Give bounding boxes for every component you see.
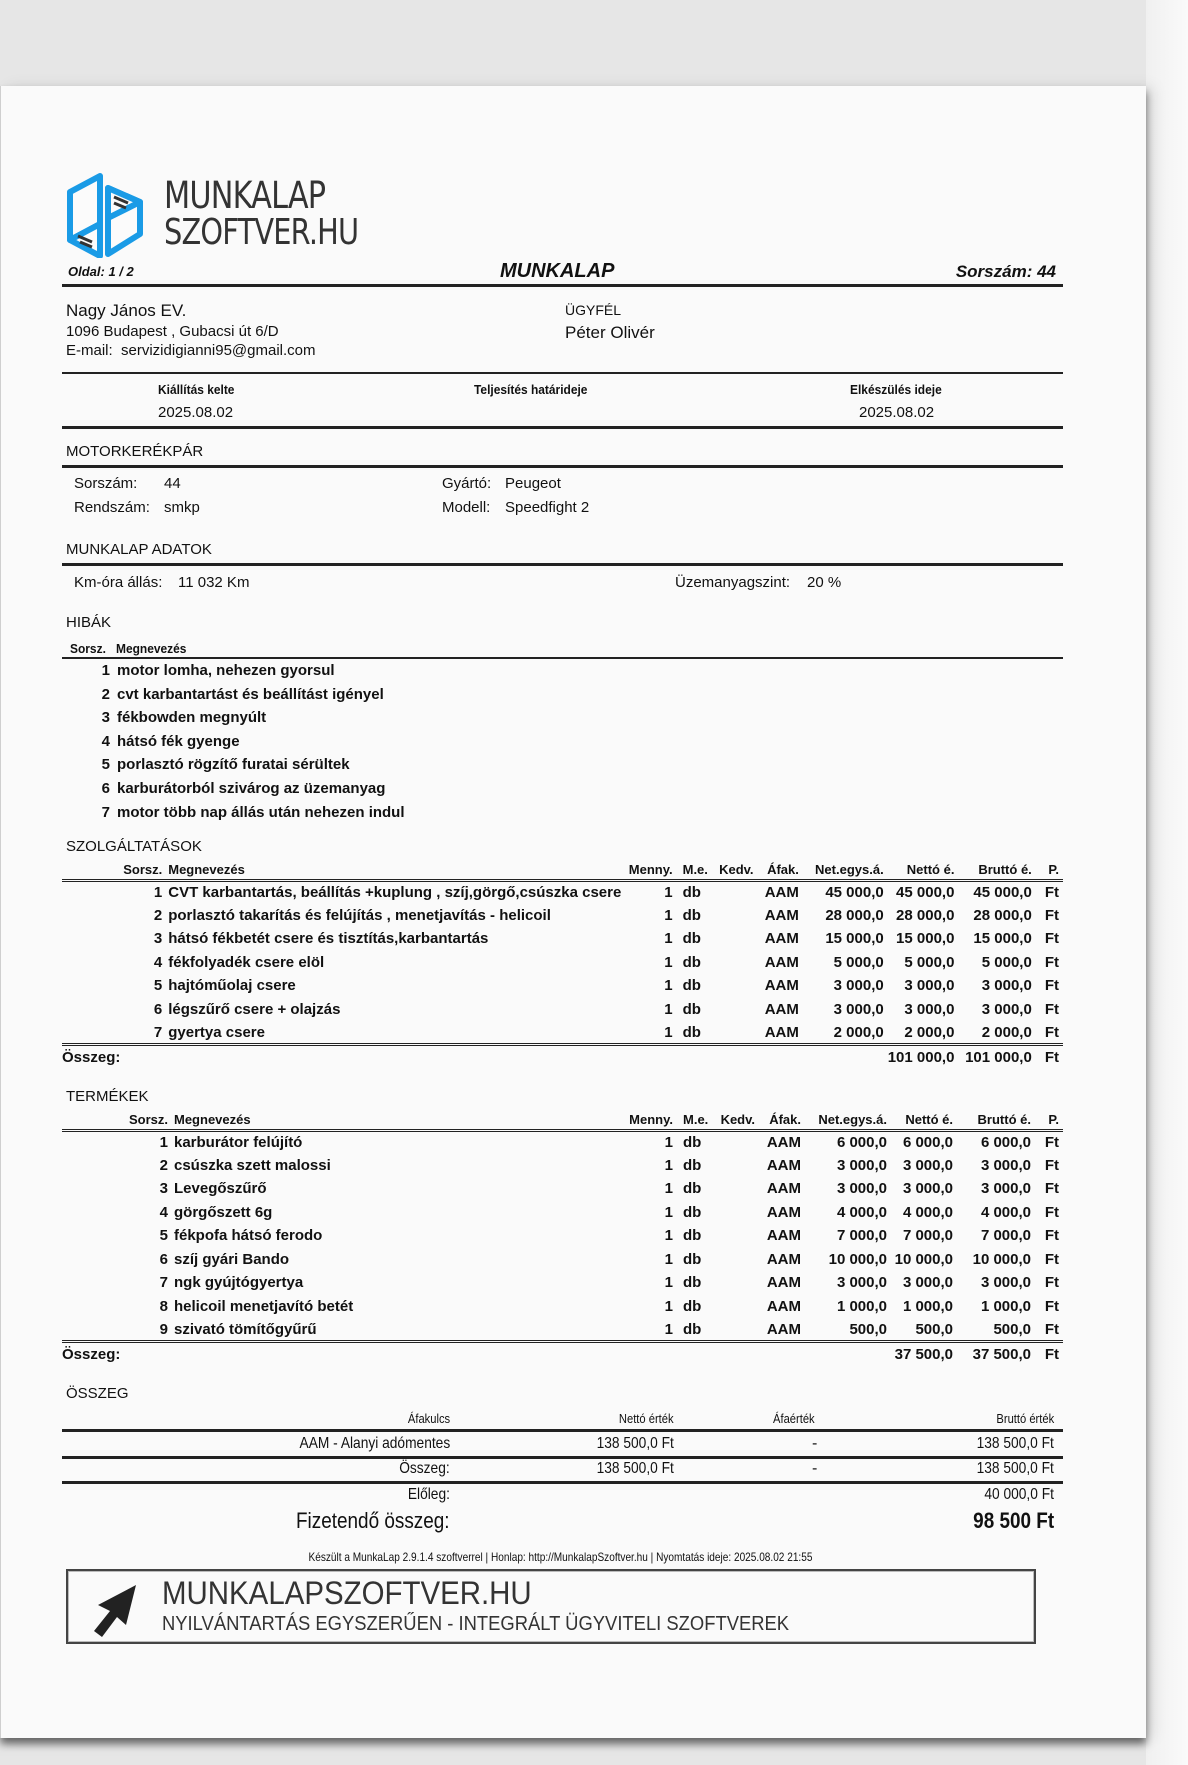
cell-qty: 1 bbox=[664, 1180, 673, 1198]
vehicle-section-title: MOTORKERÉKPÁR bbox=[66, 443, 204, 460]
cell-vat: AAM bbox=[766, 1250, 801, 1268]
table-row bbox=[62, 1318, 1063, 1342]
logo-text-line2: SZOFTVER.HU bbox=[164, 212, 359, 253]
cell-name: ngk gyújtógyertya bbox=[174, 1274, 304, 1292]
cell-no: 6 bbox=[159, 1250, 168, 1268]
issuer-email-label: E-mail: bbox=[66, 342, 113, 359]
column-header-unit-net: Net.egys.á. bbox=[815, 861, 884, 877]
cell-no: 9 bbox=[159, 1320, 168, 1338]
cell-vat: AAM bbox=[766, 1274, 801, 1292]
table-row bbox=[62, 1224, 1063, 1248]
cell-unit: db bbox=[683, 1250, 702, 1268]
table-total-row bbox=[62, 1342, 1063, 1366]
document-title: MUNKALAP bbox=[500, 260, 615, 282]
fault-number: 5 bbox=[101, 756, 110, 774]
cell-discount bbox=[716, 974, 758, 998]
cell-no: 4 bbox=[153, 953, 163, 971]
cell-qty: 1 bbox=[664, 1250, 673, 1268]
divider bbox=[62, 657, 1063, 659]
cell-currency: Ft bbox=[1044, 953, 1059, 971]
cell-discount bbox=[716, 880, 758, 904]
header-divider bbox=[62, 284, 1063, 287]
cell-no: 6 bbox=[153, 1000, 163, 1018]
cell-unit-net: 5 000,0 bbox=[833, 953, 884, 971]
cell-name: karburátor felújító bbox=[174, 1134, 303, 1151]
cell-net: 1 000,0 bbox=[902, 1297, 953, 1315]
fuel-level-value: 20 % bbox=[807, 574, 842, 591]
cell-currency: Ft bbox=[1044, 1000, 1059, 1018]
products-section-title: TERMÉKEK bbox=[66, 1088, 149, 1105]
cell-no: 5 bbox=[153, 977, 163, 995]
cell-qty: 1 bbox=[664, 1203, 673, 1221]
table-row bbox=[62, 951, 1063, 975]
footer-banner bbox=[66, 1569, 1036, 1644]
total-gross: 101 000,0 bbox=[965, 1048, 1032, 1066]
column-header-qty: Menny. bbox=[628, 861, 673, 877]
cell-currency: Ft bbox=[1044, 1274, 1059, 1292]
column-header-gross: Bruttó é. bbox=[977, 1111, 1031, 1127]
cell-currency: Ft bbox=[1044, 906, 1059, 924]
cell-discount bbox=[717, 1177, 759, 1201]
cell-gross: 3 000,0 bbox=[980, 1156, 1031, 1174]
cell-unit: db bbox=[682, 1000, 701, 1018]
cell-unit-net: 6 000,0 bbox=[836, 1134, 887, 1151]
cell-currency: Ft bbox=[1044, 884, 1059, 901]
cell-name: porlasztó takarítás és felújítás , menetjavítás - helicoil bbox=[168, 906, 551, 924]
summary-sum-label: Összeg: bbox=[399, 1460, 450, 1477]
completion-date-label: Elkészülés ideje bbox=[850, 382, 942, 397]
total-currency: Ft bbox=[1044, 1048, 1059, 1066]
fault-number: 7 bbox=[101, 803, 110, 821]
cell-vat: AAM bbox=[766, 1320, 801, 1338]
column-header-currency: P. bbox=[1048, 861, 1059, 877]
column-header-vat: Áfak. bbox=[767, 861, 799, 877]
issuer-address: 1096 Budapest , Gubacsi út 6/D bbox=[66, 323, 279, 340]
cell-vat: AAM bbox=[764, 1000, 799, 1018]
column-header-no: Sorsz. bbox=[128, 1111, 168, 1127]
summary-sum-gross: 138 500,0 Ft bbox=[976, 1460, 1054, 1477]
column-header-discount: Kedv. bbox=[719, 861, 754, 877]
cell-name: gyertya csere bbox=[168, 1023, 265, 1041]
cell-vat: AAM bbox=[766, 1156, 801, 1174]
divider bbox=[62, 1429, 1063, 1432]
cell-currency: Ft bbox=[1044, 977, 1059, 995]
cell-vat: AAM bbox=[766, 1203, 801, 1221]
issue-date-value: 2025.08.02 bbox=[158, 404, 234, 421]
divider bbox=[62, 563, 1063, 566]
cell-name: fékpofa hátsó ferodo bbox=[174, 1227, 323, 1245]
cell-unit: db bbox=[682, 977, 701, 995]
fault-description: motor több nap állás után nehezen indul bbox=[117, 803, 405, 821]
cell-gross: 2 000,0 bbox=[981, 1023, 1032, 1041]
cell-net: 3 000,0 bbox=[902, 1156, 953, 1174]
cell-unit: db bbox=[683, 1320, 702, 1338]
serial-number: Sorszám: 44 bbox=[955, 262, 1056, 281]
fault-description: karburátorból szivárog az üzemanyag bbox=[117, 780, 386, 797]
cell-net: 3 000,0 bbox=[902, 1274, 953, 1292]
cell-gross: 5 000,0 bbox=[981, 953, 1032, 971]
payable-value: 98 500 Ft bbox=[973, 1508, 1054, 1533]
cell-qty: 1 bbox=[664, 953, 673, 971]
total-net: 101 000,0 bbox=[887, 1048, 955, 1066]
cell-unit-net: 4 000,0 bbox=[836, 1203, 887, 1221]
cell-discount bbox=[717, 1295, 759, 1319]
worksheet-section-title: MUNKALAP ADATOK bbox=[66, 541, 212, 558]
cell-gross: 10 000,0 bbox=[972, 1250, 1031, 1268]
fault-description: hátsó fék gyenge bbox=[117, 732, 240, 750]
cell-unit: db bbox=[683, 1156, 702, 1174]
faults-section-title: HIBÁK bbox=[66, 614, 112, 631]
vehicle-serial-label: Sorszám: bbox=[74, 475, 138, 492]
cell-discount bbox=[716, 904, 758, 928]
column-header-gross: Bruttó é. bbox=[978, 861, 1032, 877]
viewer-background-edge bbox=[1146, 0, 1188, 1765]
cell-vat: AAM bbox=[766, 1227, 801, 1245]
cell-name: csúszka szett malossi bbox=[174, 1156, 331, 1174]
column-header-net: Nettó é. bbox=[905, 1111, 953, 1127]
cell-qty: 1 bbox=[664, 1274, 673, 1292]
total-label: Összeg: bbox=[62, 1345, 121, 1363]
cell-currency: Ft bbox=[1044, 1250, 1059, 1268]
table-row bbox=[62, 998, 1063, 1022]
cell-vat: AAM bbox=[764, 930, 799, 948]
cell-unit: db bbox=[682, 1023, 701, 1041]
table-row bbox=[62, 974, 1063, 998]
cell-qty: 1 bbox=[664, 1000, 673, 1018]
fault-description: porlasztó rögzítő furatai sérültek bbox=[117, 756, 350, 774]
cell-gross: 3 000,0 bbox=[980, 1180, 1031, 1198]
cell-currency: Ft bbox=[1044, 1203, 1059, 1221]
client-label: ÜGYFÉL bbox=[565, 302, 622, 318]
issuer-name: Nagy János EV. bbox=[66, 301, 187, 320]
fault-description: cvt karbantartást és beállítást igényel bbox=[117, 685, 384, 703]
column-header-name: Megnevezés bbox=[168, 861, 245, 877]
cell-no: 5 bbox=[159, 1227, 168, 1245]
cell-discount bbox=[717, 1224, 759, 1248]
cell-discount bbox=[717, 1130, 759, 1154]
cell-qty: 1 bbox=[664, 1134, 673, 1151]
cell-name: CVT karbantartás, beállítás +kuplung , szíj,görgő,csúszka csere bbox=[168, 884, 622, 901]
cell-unit-net: 15 000,0 bbox=[825, 930, 884, 948]
column-header-unit: M.e. bbox=[683, 1111, 709, 1127]
advance-value: 40 000,0 Ft bbox=[984, 1486, 1054, 1503]
cell-no: 2 bbox=[153, 906, 163, 924]
table-row bbox=[62, 1201, 1063, 1225]
payable-label: Fizetendő összeg: bbox=[296, 1508, 450, 1533]
fault-number: 1 bbox=[101, 662, 110, 679]
cell-net: 28 000,0 bbox=[896, 906, 955, 924]
cell-net: 15 000,0 bbox=[896, 930, 955, 948]
table-row bbox=[62, 927, 1063, 951]
summary-row-vat-key: AAM - Alanyi adómentes bbox=[299, 1435, 450, 1452]
cell-name: szíj gyári Bando bbox=[174, 1250, 290, 1268]
cell-discount bbox=[717, 1201, 759, 1225]
cell-net: 45 000,0 bbox=[896, 884, 955, 901]
cell-net: 5 000,0 bbox=[904, 953, 955, 971]
total-gross: 37 500,0 bbox=[972, 1345, 1031, 1363]
table-row bbox=[62, 880, 1063, 904]
services-table bbox=[62, 860, 1063, 1068]
cell-no: 1 bbox=[153, 884, 163, 901]
cell-currency: Ft bbox=[1044, 1134, 1059, 1151]
cell-no: 3 bbox=[153, 930, 163, 948]
cell-net: 2 000,0 bbox=[904, 1023, 955, 1041]
column-header-discount: Kedv. bbox=[720, 1111, 755, 1127]
cell-unit-net: 28 000,0 bbox=[825, 906, 884, 924]
cell-gross: 45 000,0 bbox=[973, 884, 1032, 901]
summary-sum-net: 138 500,0 Ft bbox=[596, 1460, 674, 1477]
cell-vat: AAM bbox=[766, 1180, 801, 1198]
divider bbox=[62, 372, 1063, 374]
table-row bbox=[62, 1154, 1063, 1178]
cell-net: 500,0 bbox=[915, 1320, 953, 1338]
cell-qty: 1 bbox=[664, 930, 673, 948]
cell-currency: Ft bbox=[1044, 930, 1059, 948]
cell-discount bbox=[717, 1248, 759, 1272]
cell-gross: 7 000,0 bbox=[980, 1227, 1031, 1245]
cell-qty: 1 bbox=[664, 906, 673, 924]
divider bbox=[62, 465, 1063, 468]
cell-unit-net: 10 000,0 bbox=[828, 1250, 887, 1268]
cell-name: légszűrő csere + olajzás bbox=[168, 1000, 341, 1018]
issue-date-label: Kiállítás kelte bbox=[158, 382, 235, 397]
cell-qty: 1 bbox=[664, 1320, 673, 1338]
footer-credits: Készült a MunkaLap 2.9.1.4 szoftverrel | Honlap: http://MunkalapSzoftver.hu | Nyomtatás ideje: 2025.08.02 21:55 bbox=[308, 1550, 813, 1564]
cell-no: 3 bbox=[159, 1180, 168, 1198]
column-header-no: Sorsz. bbox=[123, 861, 163, 877]
cursor-arrow-icon bbox=[90, 1583, 140, 1639]
cell-name: helicoil menetjavító betét bbox=[174, 1297, 354, 1315]
client-name: Péter Olivér bbox=[565, 323, 655, 342]
services-section-title: SZOLGÁLTATÁSOK bbox=[66, 838, 202, 855]
column-header-qty: Menny. bbox=[629, 1111, 673, 1127]
summary-row-vat: - bbox=[812, 1435, 818, 1452]
fuel-level-label: Üzemanyagszint: bbox=[675, 574, 791, 591]
completion-date-value: 2025.08.02 bbox=[859, 404, 935, 421]
cell-unit: db bbox=[682, 930, 701, 948]
cell-unit-net: 3 000,0 bbox=[836, 1180, 887, 1198]
column-header-vat: Áfak. bbox=[769, 1111, 801, 1127]
cell-unit: db bbox=[683, 1180, 702, 1198]
cell-unit-net: 1 000,0 bbox=[836, 1297, 887, 1315]
summary-col-vat: Áfaérték bbox=[773, 1411, 815, 1426]
cell-net: 3 000,0 bbox=[902, 1180, 953, 1198]
cell-unit-net: 2 000,0 bbox=[833, 1023, 884, 1041]
total-net: 37 500,0 bbox=[894, 1345, 953, 1363]
cell-qty: 1 bbox=[664, 1297, 673, 1315]
cell-unit-net: 500,0 bbox=[849, 1320, 887, 1338]
cell-name: szivató tömítőgyűrű bbox=[174, 1320, 317, 1338]
cell-vat: AAM bbox=[764, 953, 799, 971]
table-header-row bbox=[62, 1110, 1063, 1130]
cell-unit-net: 3 000,0 bbox=[833, 977, 884, 995]
cell-gross: 15 000,0 bbox=[973, 930, 1032, 948]
cell-currency: Ft bbox=[1044, 1320, 1059, 1338]
fault-number: 4 bbox=[101, 732, 110, 750]
fault-number: 6 bbox=[101, 780, 110, 797]
vehicle-plate-value: smkp bbox=[164, 499, 200, 516]
cell-unit: db bbox=[683, 1203, 702, 1221]
divider bbox=[62, 1456, 1063, 1459]
summary-sum-vat: - bbox=[812, 1460, 818, 1477]
cell-net: 3 000,0 bbox=[904, 977, 955, 995]
vehicle-plate-label: Rendszám: bbox=[74, 499, 150, 516]
cell-currency: Ft bbox=[1044, 1023, 1059, 1041]
vehicle-serial-value: 44 bbox=[164, 475, 181, 492]
cell-no: 4 bbox=[159, 1203, 168, 1221]
divider bbox=[62, 1481, 1063, 1484]
deadline-label: Teljesítés határideje bbox=[474, 382, 588, 397]
summary-row-gross: 138 500,0 Ft bbox=[976, 1435, 1054, 1452]
cell-net: 6 000,0 bbox=[902, 1134, 953, 1151]
issuer-email-row bbox=[66, 342, 316, 359]
logo-text-line1: MUNKALAP bbox=[164, 174, 326, 217]
cell-gross: 3 000,0 bbox=[981, 977, 1032, 995]
fault-description: motor lomha, nehezen gyorsul bbox=[117, 662, 335, 679]
cell-net: 3 000,0 bbox=[904, 1000, 955, 1018]
vehicle-model-value: Speedfight 2 bbox=[505, 499, 590, 516]
cell-name: görgőszett 6g bbox=[174, 1203, 273, 1221]
cell-unit: db bbox=[683, 1274, 702, 1292]
fault-number: 2 bbox=[101, 685, 110, 703]
cell-net: 4 000,0 bbox=[902, 1203, 953, 1221]
total-currency: Ft bbox=[1044, 1345, 1059, 1363]
cell-gross: 3 000,0 bbox=[980, 1274, 1031, 1292]
cell-qty: 1 bbox=[664, 1023, 673, 1041]
cell-discount bbox=[716, 1021, 758, 1045]
cell-vat: AAM bbox=[766, 1134, 801, 1151]
fault-number: 3 bbox=[101, 709, 110, 727]
cell-unit: db bbox=[682, 953, 701, 971]
cell-gross: 500,0 bbox=[993, 1320, 1031, 1338]
cell-unit-net: 45 000,0 bbox=[825, 884, 884, 901]
table-header-row bbox=[62, 860, 1063, 880]
total-label: Összeg: bbox=[62, 1048, 121, 1066]
cell-unit: db bbox=[683, 1134, 702, 1151]
cell-qty: 1 bbox=[664, 977, 673, 995]
table-row bbox=[62, 1130, 1063, 1154]
column-header-unit-net: Net.egys.á. bbox=[818, 1111, 887, 1127]
advance-label: Előleg: bbox=[407, 1486, 450, 1503]
cell-unit: db bbox=[682, 884, 701, 901]
divider bbox=[62, 426, 1063, 429]
table-row bbox=[62, 1295, 1063, 1319]
cell-unit-net: 3 000,0 bbox=[836, 1274, 887, 1292]
table-row bbox=[62, 1177, 1063, 1201]
cell-no: 7 bbox=[159, 1274, 168, 1292]
table-row bbox=[62, 904, 1063, 928]
cell-gross: 3 000,0 bbox=[981, 1000, 1032, 1018]
cell-vat: AAM bbox=[764, 1023, 799, 1041]
odometer-label: Km-óra állás: bbox=[74, 574, 163, 591]
cell-gross: 6 000,0 bbox=[980, 1134, 1031, 1151]
cell-qty: 1 bbox=[664, 1227, 673, 1245]
cell-gross: 4 000,0 bbox=[980, 1203, 1031, 1221]
cell-no: 2 bbox=[159, 1156, 168, 1174]
cell-discount bbox=[717, 1154, 759, 1178]
cell-unit-net: 3 000,0 bbox=[836, 1156, 887, 1174]
column-header-unit: M.e. bbox=[682, 861, 708, 877]
cell-qty: 1 bbox=[664, 1156, 673, 1174]
cell-no: 8 bbox=[159, 1297, 168, 1315]
column-header-net: Nettó é. bbox=[906, 861, 955, 877]
cell-unit-net: 7 000,0 bbox=[836, 1227, 887, 1245]
cell-unit: db bbox=[682, 906, 701, 924]
cell-name: hátsó fékbetét csere és tisztítás,karbantartás bbox=[168, 930, 489, 948]
vehicle-maker-label: Gyártó: bbox=[442, 475, 492, 492]
odometer-value: 11 032 Km bbox=[178, 574, 250, 591]
cell-currency: Ft bbox=[1044, 1156, 1059, 1174]
cell-no: 7 bbox=[153, 1023, 163, 1041]
cell-discount bbox=[717, 1271, 759, 1295]
cell-discount bbox=[716, 998, 758, 1022]
products-table bbox=[62, 1110, 1063, 1365]
summary-col-net: Nettó érték bbox=[619, 1411, 674, 1426]
cell-gross: 28 000,0 bbox=[973, 906, 1032, 924]
summary-col-gross: Bruttó érték bbox=[996, 1411, 1054, 1426]
cell-vat: AAM bbox=[764, 977, 799, 995]
table-total-row bbox=[62, 1045, 1063, 1069]
cell-discount bbox=[717, 1318, 759, 1342]
column-header-currency: P. bbox=[1048, 1111, 1059, 1127]
column-header-name: Megnevezés bbox=[174, 1111, 251, 1127]
cell-name: Levegőszűrő bbox=[174, 1180, 267, 1198]
footer-banner-subtitle: NYILVÁNTARTÁS EGYSZERŰEN - INTEGRÁLT ÜGYVITELI SZOFTVEREK bbox=[162, 1613, 790, 1635]
cell-net: 10 000,0 bbox=[894, 1250, 953, 1268]
cell-currency: Ft bbox=[1044, 1297, 1059, 1315]
cell-no: 1 bbox=[159, 1134, 168, 1151]
cell-gross: 1 000,0 bbox=[980, 1297, 1031, 1315]
cell-unit-net: 3 000,0 bbox=[833, 1000, 884, 1018]
issuer-email[interactable]: servizidigianni95@gmail.com bbox=[121, 342, 316, 359]
faults-col-name: Megnevezés bbox=[116, 641, 187, 656]
table-row bbox=[62, 1021, 1063, 1045]
page-indicator: Oldal: 1 / 2 bbox=[68, 264, 134, 279]
cell-vat: AAM bbox=[766, 1297, 801, 1315]
cell-net: 7 000,0 bbox=[902, 1227, 953, 1245]
cell-unit: db bbox=[683, 1227, 702, 1245]
munkalap-logo-icon bbox=[62, 170, 148, 258]
footer-banner-title: MUNKALAPSZOFTVER.HU bbox=[162, 1575, 532, 1611]
summary-section-title: ÖSSZEG bbox=[66, 1385, 129, 1402]
vehicle-maker-value: Peugeot bbox=[505, 475, 561, 492]
vehicle-model-label: Modell: bbox=[442, 499, 491, 516]
cell-qty: 1 bbox=[664, 884, 673, 901]
fault-description: fékbowden megnyúlt bbox=[117, 709, 267, 727]
cell-currency: Ft bbox=[1044, 1180, 1059, 1198]
summary-row-net: 138 500,0 Ft bbox=[596, 1435, 674, 1452]
cell-unit: db bbox=[683, 1297, 702, 1315]
cell-discount bbox=[716, 951, 758, 975]
table-row bbox=[62, 1271, 1063, 1295]
cell-name: hajtóműolaj csere bbox=[168, 977, 296, 995]
table-row bbox=[62, 1248, 1063, 1272]
faults-col-no: Sorsz. bbox=[70, 641, 106, 656]
summary-col-vat-key: Áfakulcs bbox=[407, 1411, 450, 1426]
cell-discount bbox=[716, 927, 758, 951]
cell-name: fékfolyadék csere elöl bbox=[168, 953, 325, 971]
cell-vat: AAM bbox=[764, 884, 799, 901]
cell-vat: AAM bbox=[764, 906, 799, 924]
cell-currency: Ft bbox=[1044, 1227, 1059, 1245]
